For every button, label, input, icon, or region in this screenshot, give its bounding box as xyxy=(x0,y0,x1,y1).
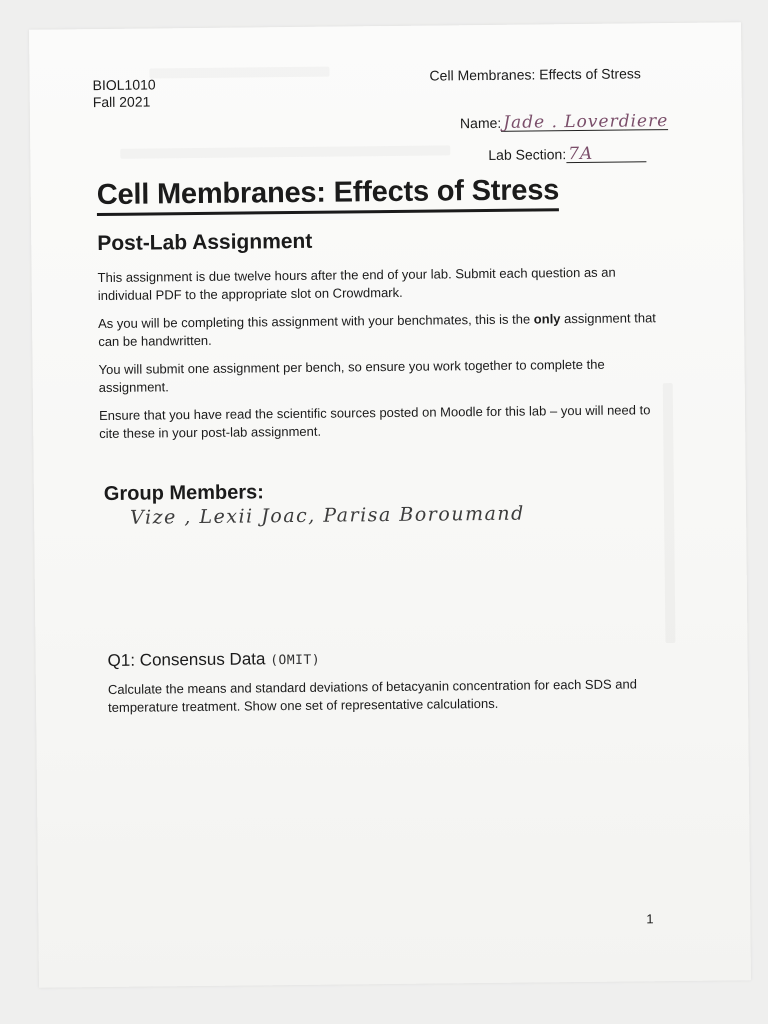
page-title: Cell Membranes: Effects of Stress xyxy=(97,174,560,216)
course-code: BIOL1010 xyxy=(92,76,156,94)
bleed-through-mark xyxy=(149,67,329,79)
course-term: Fall 2021 xyxy=(92,93,151,111)
lab-section-label: Lab Section: xyxy=(488,146,567,163)
lab-section-field xyxy=(488,145,646,164)
bleed-through-mark xyxy=(663,383,676,643)
instruction-paragraph-handwritten xyxy=(98,309,658,351)
question-1-title: Q1: Consensus Data xyxy=(107,649,266,670)
question-1-heading xyxy=(108,649,321,671)
instruction-paragraph-sources: Ensure that you have read the scientific sources posted on Moodle for this lab – you will need to cite these in your post-lab assignment. xyxy=(98,402,651,442)
name-field xyxy=(460,113,668,132)
instruction-paragraph-bench: You will submit one assignment per bench, so ensure you work together to complete the assignment. xyxy=(98,356,605,396)
name-value-handwritten: Jade . Loverdiere xyxy=(503,111,669,133)
group-members-heading: Group Members: xyxy=(103,481,265,505)
bleed-through-mark xyxy=(120,145,450,158)
p2-text-after: assignment that can be handwritten. xyxy=(98,310,656,350)
lab-section-value-handwritten: 7A xyxy=(566,145,646,163)
page-subtitle: Post-Lab Assignment xyxy=(97,229,313,256)
p2-text-before: As you will be completing this assignment with your benchmates, this is the xyxy=(98,311,534,332)
omit-note-handwritten: (OMIT) xyxy=(270,652,321,669)
course-info xyxy=(93,76,156,111)
group-members-handwritten: Vize , Lexii Joac, Parisa Boroumand xyxy=(130,502,525,529)
page-number: 1 xyxy=(646,911,654,927)
running-title: Cell Membranes: Effects of Stress xyxy=(429,65,641,84)
instruction-paragraph-due: This assignment is due twelve hours after the end of your lab. Submit each question as an individual PDF to the appropriate slot on Crowdmark. xyxy=(97,264,616,304)
question-1-body: Calculate the means and standard deviations of betacyanin concentration for each SDS and temperature treatment. Show one set of representative calculations. xyxy=(107,676,637,715)
p2-text-bold: only xyxy=(533,311,561,327)
document-page xyxy=(29,22,751,987)
name-label: Name: xyxy=(459,114,502,132)
